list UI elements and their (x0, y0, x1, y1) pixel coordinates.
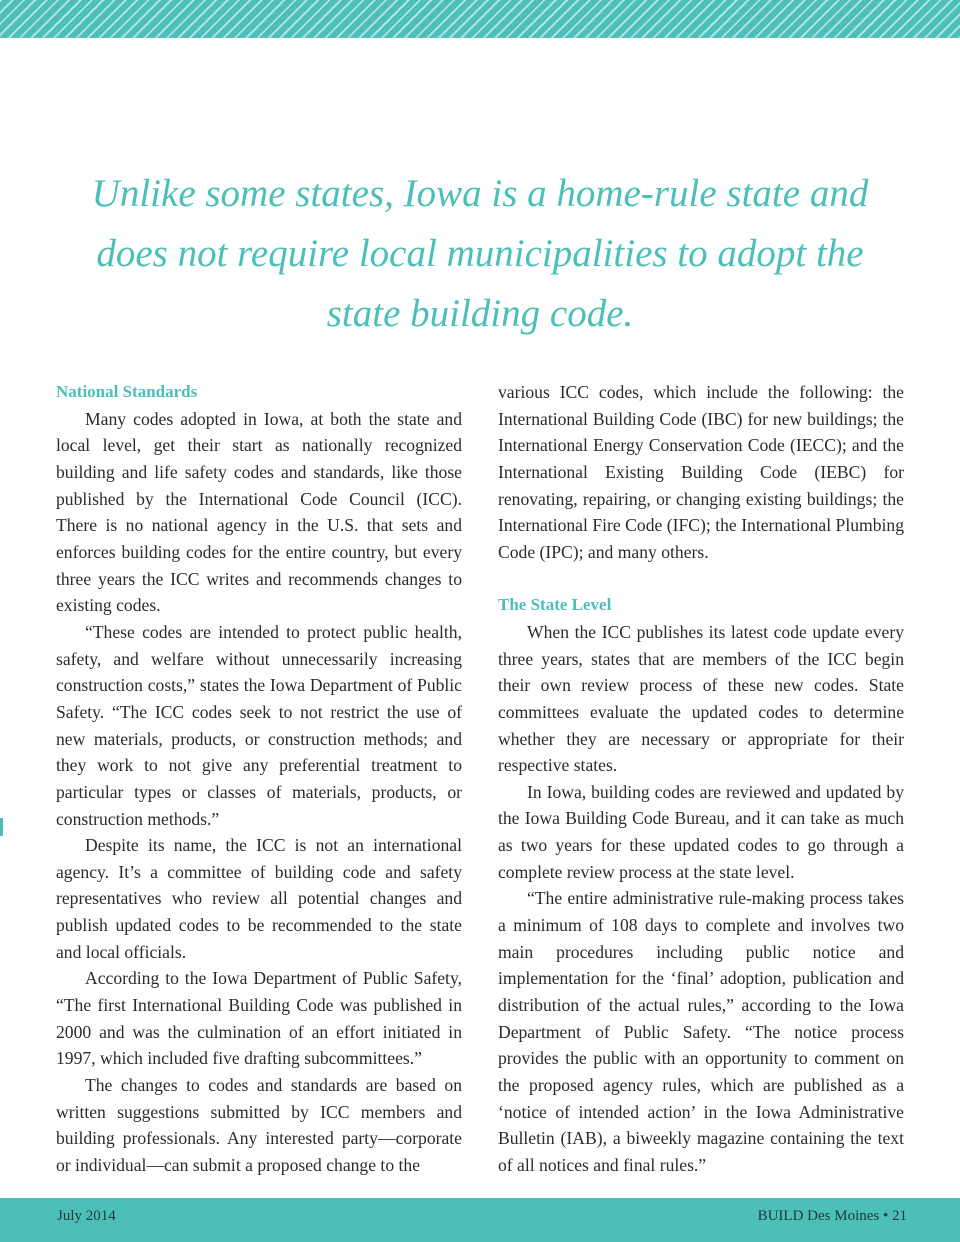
footer-band (0, 1198, 960, 1242)
body-paragraph-continuation: various ICC codes, which include the following: the International Building Code (IBC) for new buildings; the International Energy Conservation Code (IECC); and the International Existing Building Code (IEBC) for renovating, repairing, or changing existing buildings; the International Fire Code (IFC); the International Plumbing Code (IPC); and many others. (498, 382, 904, 562)
footer-publication-page: BUILD Des Moines • 21 (757, 1208, 907, 1224)
body-paragraph: “These codes are intended to protect public health, safety, and welfare without unnecessarily increasing construction costs,” states the Iowa Department of Public Safety. “The ICC codes seek to not restrict the use of new materials, products, or construction methods; and they work to not give any preferential treatment to particular types or classes of materials, products, or construction methods.” (56, 621, 462, 829)
section-heading-national-standards: National Standards (56, 382, 198, 401)
body-paragraph: When the ICC publishes its latest code update every three years, states that are members of the ICC begin their own review process of these new codes. State committees evaluate the updated codes to determine whether they are necessary or appropriate for their respective states. (498, 621, 904, 776)
body-paragraph: Despite its name, the ICC is not an international agency. It’s a committee of building code and safety representatives who review all potential changes and publish updated codes to be recommended to the state and local officials. (56, 835, 462, 962)
body-paragraph: According to the Iowa Department of Public Safety, “The first International Building Code was published in 2000 and was the culmination of an effort initiated in 1997, which included five drafting subcommittees.” (56, 968, 462, 1069)
body-paragraph: The changes to codes and standards are based on written suggestions submitted by ICC members and building professionals. Any interested party—corporate or individual—can submit a proposed change to the (56, 1075, 462, 1176)
right-column (498, 379, 904, 1179)
body-paragraph: In Iowa, building codes are reviewed and updated by the Iowa Building Code Bureau, and it can take as much as two years for these updated codes to go through a complete review process at the state level. (498, 781, 904, 882)
section-heading-state-level: The State Level (498, 595, 612, 615)
top-decorative-band (0, 0, 960, 38)
margin-accent-mark (0, 818, 3, 836)
footer-date: July 2014 (57, 1208, 116, 1224)
pull-quote: Unlike some states, Iowa is a home-rule state and does not require local municipalities to adopt the state building code. (91, 172, 869, 335)
body-paragraph: “The entire administrative rule-making process takes a minimum of 108 days to complete and involves two main procedures including public notice and implementation for the ‘final’ adoption, publication and distribution of the actual rules,” according to the Iowa Department of Public Safety. “The notice process provides the public with an opportunity to comment on the proposed agency rules, which are published as a ‘notice of intended action’ in the Iowa Administrative Bulletin (IAB), a biweekly magazine containing the text of all notices and final rules.” (498, 888, 904, 1176)
left-column (56, 379, 462, 1179)
body-paragraph: Many codes adopted in Iowa, at both the state and local level, get their start as nationally recognized building and life safety codes and standards, like those published by the International Code Council (ICC). There is no national agency in the U.S. that sets and enforces building codes for the entire country, but every three years the ICC writes and recommends changes to existing codes. (56, 408, 462, 616)
